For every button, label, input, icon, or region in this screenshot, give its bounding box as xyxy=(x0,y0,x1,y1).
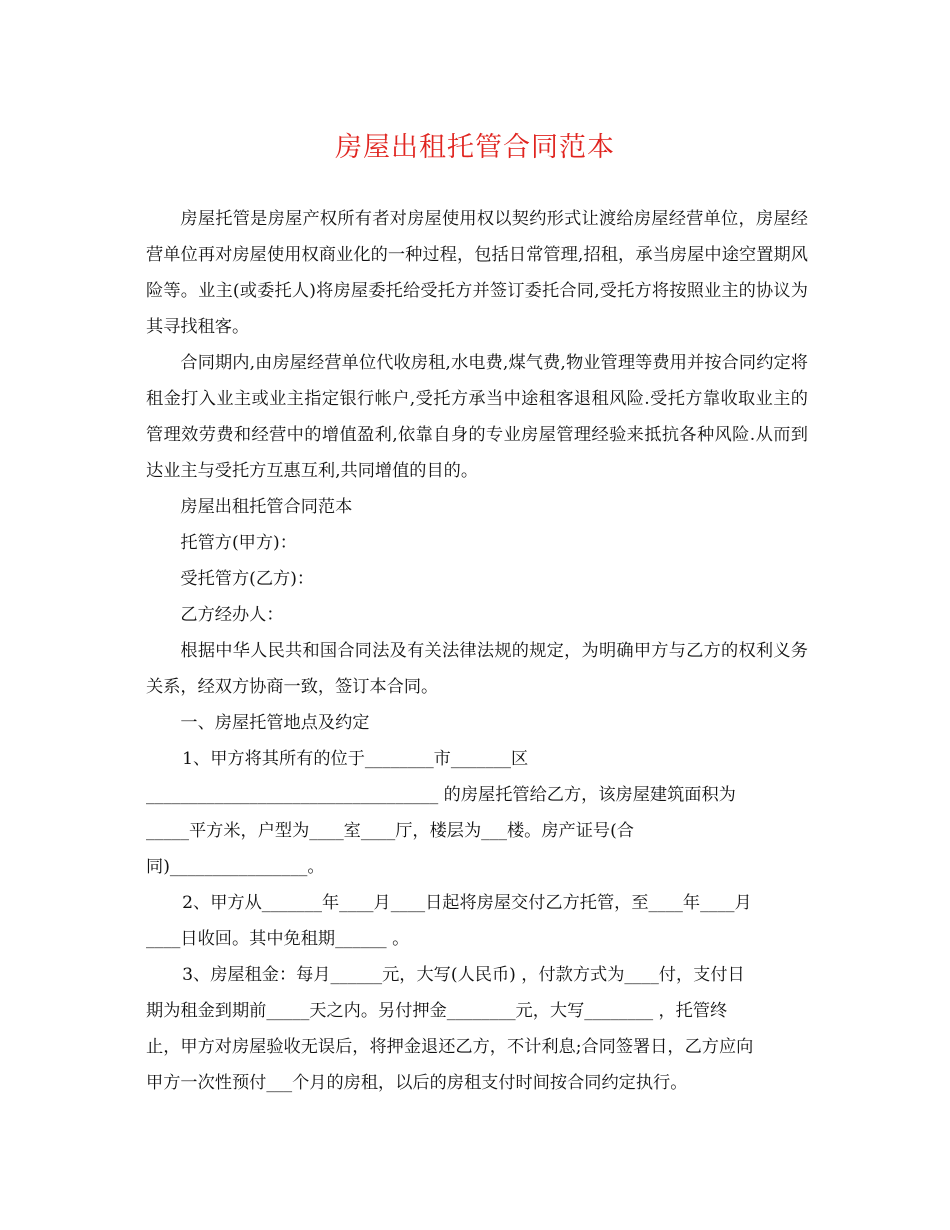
clause-1-line: __________________________________ 的房屋托管给乙方，该房屋建筑面积为 xyxy=(146,785,736,805)
clause-3-line: 期为租金到期前_____天之内。另付押金________元，大写________ ，托管终 xyxy=(146,1001,728,1021)
clause-1-line: 同)________________。 xyxy=(146,857,325,877)
clause-2-line: ____日收回。其中免租期______ 。 xyxy=(146,929,410,949)
clause-1 xyxy=(146,741,808,885)
party-a-line: 托管方(甲方)： xyxy=(180,533,297,553)
party-b-agent-line: 乙方经办人： xyxy=(180,605,284,625)
party-b-line: 受托管方(乙方)： xyxy=(180,569,315,589)
legal-basis-paragraph: 根据中华人民共和国合同法及有关法律法规的规定，为明确甲方与乙方的权利义务关系，经双方协商一致，签订本合同。 xyxy=(146,641,808,697)
clause-2 xyxy=(146,885,808,957)
document-body xyxy=(146,201,808,1101)
clause-2-line: 2、甲方从_______年____月____日起将房屋交付乙方托管，至____年____月 xyxy=(182,893,752,913)
clause-1-line: 1、甲方将其所有的位于________市_______区 xyxy=(182,749,529,769)
clause-1-line: _____平方米，户型为____室____厅，楼层为___楼。房产证号(合 xyxy=(146,821,634,841)
document-title: 房屋出租托管合同范本 xyxy=(335,132,615,163)
clause-3-line: 3、房屋租金：每月______元，大写(人民币) ，付款方式为____付，支付日 xyxy=(182,965,745,985)
section-one-heading: 一、房屋托管地点及约定 xyxy=(180,713,370,733)
contract-period-paragraph: 合同期内,由房屋经营单位代收房租,水电费,煤气费,物业管理等费用并按合同约定将租金打入业主或业主指定银行帐户,受托方承当中途租客退租风险.受托方靠收取业主的管理效劳费和经营中的增值盈利,依靠自身的专业房屋管理经验来抵抗各种风险.从而到达业主与受托方互惠互利,共同增值的目的。 xyxy=(146,353,808,481)
contract-heading: 房屋出租托管合同范本 xyxy=(180,497,353,517)
clause-3 xyxy=(146,957,808,1101)
intro-paragraph: 房屋托管是房屋产权所有者对房屋使用权以契约形式让渡给房屋经营单位，房屋经营单位再对房屋使用权商业化的一种过程，包括日常管理,招租，承当房屋中途空置期风险等。业主(或委托人)将房屋委托给受托方并签订委托合同,受托方将按照业主的协议为其寻找租客。 xyxy=(146,209,808,337)
clause-3-line: 甲方一次性预付___个月的房租，以后的房租支付时间按合同约定执行。 xyxy=(146,1073,688,1093)
clause-3-line: 止，甲方对房屋验收无误后，将押金退还乙方，不计利息;合同签署日，乙方应向 xyxy=(146,1037,754,1057)
